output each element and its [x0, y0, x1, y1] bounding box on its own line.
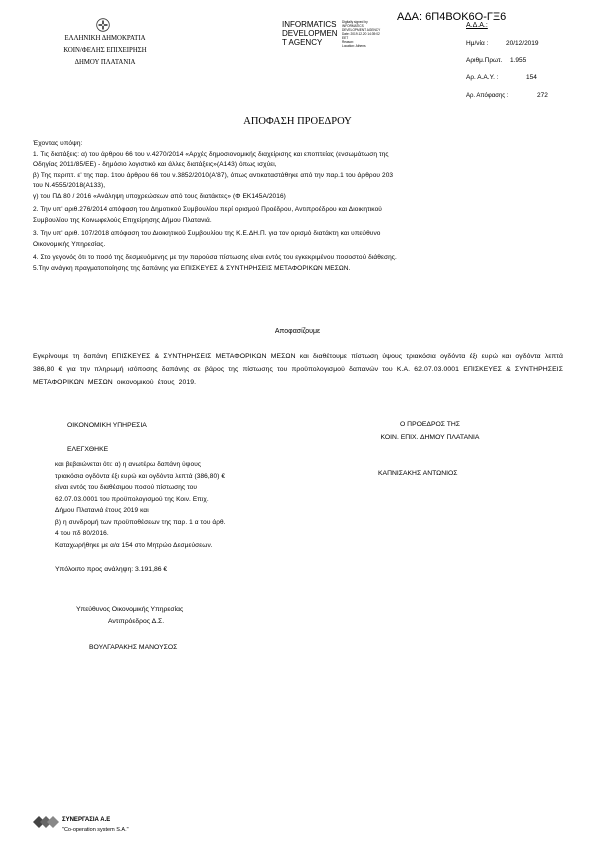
consideration-line: 1. Τις διατάξεις: α) του άρθρου 66 του ν.4270/2014 «Αρχές δημοσιονομικής διαχείρισης και εποπτείας (ενσωμάτωση της — [33, 150, 389, 158]
vice-president-title: Αντιπρόεδρος Δ.Σ. — [108, 618, 165, 625]
financial-service-heading: ΟΙΚΟΝΟΜΙΚΗ ΥΠΗΡΕΣΙΑ — [67, 422, 147, 429]
verification-line: Καταχωρήθηκε με α/α 154 στο Μητρώο Δεσμεύσεων. — [55, 541, 213, 549]
decide-label: Αποφασίζουμε — [274, 328, 321, 335]
issuer-line: ΕΛΛΗΝΙΚΗ ΔΗΜΟΚΡΑΤΙΑ — [64, 35, 146, 42]
consideration-line: 4. Στο γεγονός ότι το ποσό της δεσμευόμενης με την παρούσα πίστωσης είναι εντός του εγκεκριμένου ποσοστού διάθεσης. — [33, 254, 397, 261]
signature-block — [282, 20, 342, 47]
consideration-line: του Ν.4555/2018(Α133), — [33, 182, 106, 189]
verification-line: και βεβαιώνεται ότι: α) η ανωτέρω δαπάνη ύψους — [55, 461, 202, 468]
signature-line: T AGENCY — [282, 38, 323, 47]
consideration-line: Συμβουλίου της Κοινωφελούς Επιχείρησης Δήμου Πλατανιά. — [33, 216, 212, 224]
verification-block — [55, 459, 285, 551]
consideration-line: γ) του ΠΔ 80 / 2016 «Ανάληψη υποχρεώσεων από τους διατάκτες» (Φ ΕΚ145Α/2016) — [33, 192, 286, 200]
company-tagline: "Co-operation system S.A." — [62, 827, 129, 833]
consideration-line: 5.Την ανάγκη πραγματοποίησης της δαπάνης για ΕΠΙΣΚΕΥΕΣ & ΣΥΝΤΗΡΗΣΕΙΣ ΜΕΤΑΦΟΡΙΚΩΝ ΜΕΣΩΝ. — [33, 264, 351, 272]
verification-line: 4 του πδ 80/2016. — [55, 530, 109, 537]
verification-line: β) η συνδρομή των προϋποθέσεων της παρ. 1 α του άρθ. — [55, 518, 226, 526]
greek-emblem-icon — [96, 18, 110, 32]
signature-detail: DEVELOPMENT AGENCY — [342, 28, 381, 32]
issuer-block — [58, 33, 152, 69]
considerations — [33, 139, 563, 274]
responsible-title: Υπεύθυνος Οικονομικής Υπηρεσίας — [76, 606, 184, 613]
president-name: ΚΑΠΝΙΣΑΚΗΣ ΑΝΤΩΝΙΟΣ — [378, 470, 458, 477]
issuer-line: ΚΟΙΝ/ΦΕΛΗΣ ΕΠΙΧΕΙΡΗΣΗ — [63, 47, 147, 54]
verification-line: Δήμου Πλατανιά έτους 2019 και — [55, 507, 149, 514]
consideration-line: Οδηγίας 2011/85/ΕΕ) - δημόσιο λογιστικό και άλλες διατάξεις»(Α143) όπως ισχύει, — [33, 161, 277, 168]
remaining-balance: Υπόλοιπο προς ανάληψη: 3.191,86 € — [55, 566, 168, 573]
decision-number-label: Αρ. Απόφασης : — [466, 93, 509, 99]
verification-line: είναι εντός του διαθέσιμου ποσού πίστωσης του — [55, 484, 198, 491]
checked-label: ΕΛΕΓΧΘΗΚΕ — [67, 446, 109, 453]
president-organization: ΚΟΙΝ. ΕΠΙΧ. ΔΗΜΟΥ ΠΛΑΤΑΝΙΑ — [380, 434, 480, 441]
company-name: ΣΥΝΕΡΓΑΣΙΑ Α.Ε — [62, 817, 111, 823]
verification-line: τριακόσια ογδόντα έξι ευρώ και ογδόντα λεπτά (386,80) € — [55, 472, 226, 480]
signature-line: DEVELOPMEN — [282, 29, 338, 38]
financial-signatory-name: ΒΟΥΛΓΑΡΑΚΗΣ ΜΑΝΟΥΣΟΣ — [89, 644, 178, 651]
signature-detail: Digitally signed by — [342, 20, 368, 24]
signature-detail: EET — [342, 36, 349, 40]
ada-label: Α.Δ.Α.: — [466, 22, 488, 29]
protocol-value: 1.955 — [510, 57, 527, 64]
decision-number-value: 272 — [537, 92, 548, 99]
president-title: Ο ΠΡΟΕΔΡΟΣ ΤΗΣ — [399, 421, 461, 428]
date-value: 20/12/2019 — [506, 40, 539, 47]
considerations-intro: Έχοντας υπόψη: — [33, 140, 83, 147]
signature-detail: Location: Athens — [342, 44, 366, 48]
decision-text: Εγκρίνουμε τη δαπάνη ΕΠΙΣΚΕΥΕΣ & ΣΥΝΤΗΡΗΣΕΙΣ ΜΕΤΑΦΟΡΙΚΩΝ ΜΕΣΩΝ και διαθέτουμε πίστωση ύψους τριακόσια ογδόντα έξι ευρώ και ογδόντα λεπτά 386,80 € για την πληρωμή ισόποσης δαπάνης σε βάρος της πίστωσης του προϋπολογισμού δαπανών του Κ.Α. 62.07.03.0001 ΕΠΙΣΚΕΥΕΣ & ΣΥΝΤΗΡΗΣΕΙΣ ΜΕΤΑΦΟΡΙΚΩΝ ΜΕΣΩΝ οικονομικού έτους 2019. — [33, 353, 563, 386]
aay-label: Αρ. Α.Α.Υ. : — [466, 74, 499, 81]
aay-value: 154 — [526, 74, 537, 81]
verification-line: 62.07.03.0001 του προϋπολογισμού της Κοιν. Επιχ. — [55, 495, 209, 503]
protocol-label: Αριθμ.Πρωτ. — [466, 57, 503, 64]
ada-stamp: ΑΔΑ: 6Π4ΒΟΚ6Ο-ΓΞ6 — [397, 11, 507, 23]
signature-line: INFORMATICS — [282, 20, 337, 29]
signature-details — [342, 20, 402, 48]
signature-detail: INFORMATICS — [342, 24, 364, 28]
page-title: ΑΠΟΦΑΣΗ ΠΡΟΕΔΡΟΥ — [243, 116, 352, 127]
consideration-line: β) Της περιπτ. ε' της παρ. 1του άρθρου 66 του ν.3852/2010(Α'87), όπως αντικαταστάθηκε από την παρ.1 του άρθρου 203 — [33, 171, 394, 179]
company-logo-icon — [33, 816, 59, 828]
signature-detail: Date: 2019.12.20 14:39:02 — [342, 32, 380, 36]
issuer-line: ΔΗΜΟΥ ΠΛΑΤΑΝΙΑ — [74, 59, 136, 66]
date-label: Ημ/νία : — [466, 40, 489, 47]
consideration-line: 2. Την υπ' αριθ.276/2014 απόφαση του Δημοτικού Συμβουλίου περί ορισμού Προέδρου, Αντιπροέδρου και Διοικητικού — [33, 206, 382, 213]
signature-detail: Reason: — [342, 40, 354, 44]
consideration-line: Οικονομικής Υπηρεσίας. — [33, 240, 106, 248]
consideration-line: 3. Την υπ' αριθ. 107/2018 απόφαση του Διοικητικού Συμβουλίου της Κ.Ε.ΔΗ.Π. για τον ορισμό διατάκτη και υπεύθυνο — [33, 230, 381, 237]
